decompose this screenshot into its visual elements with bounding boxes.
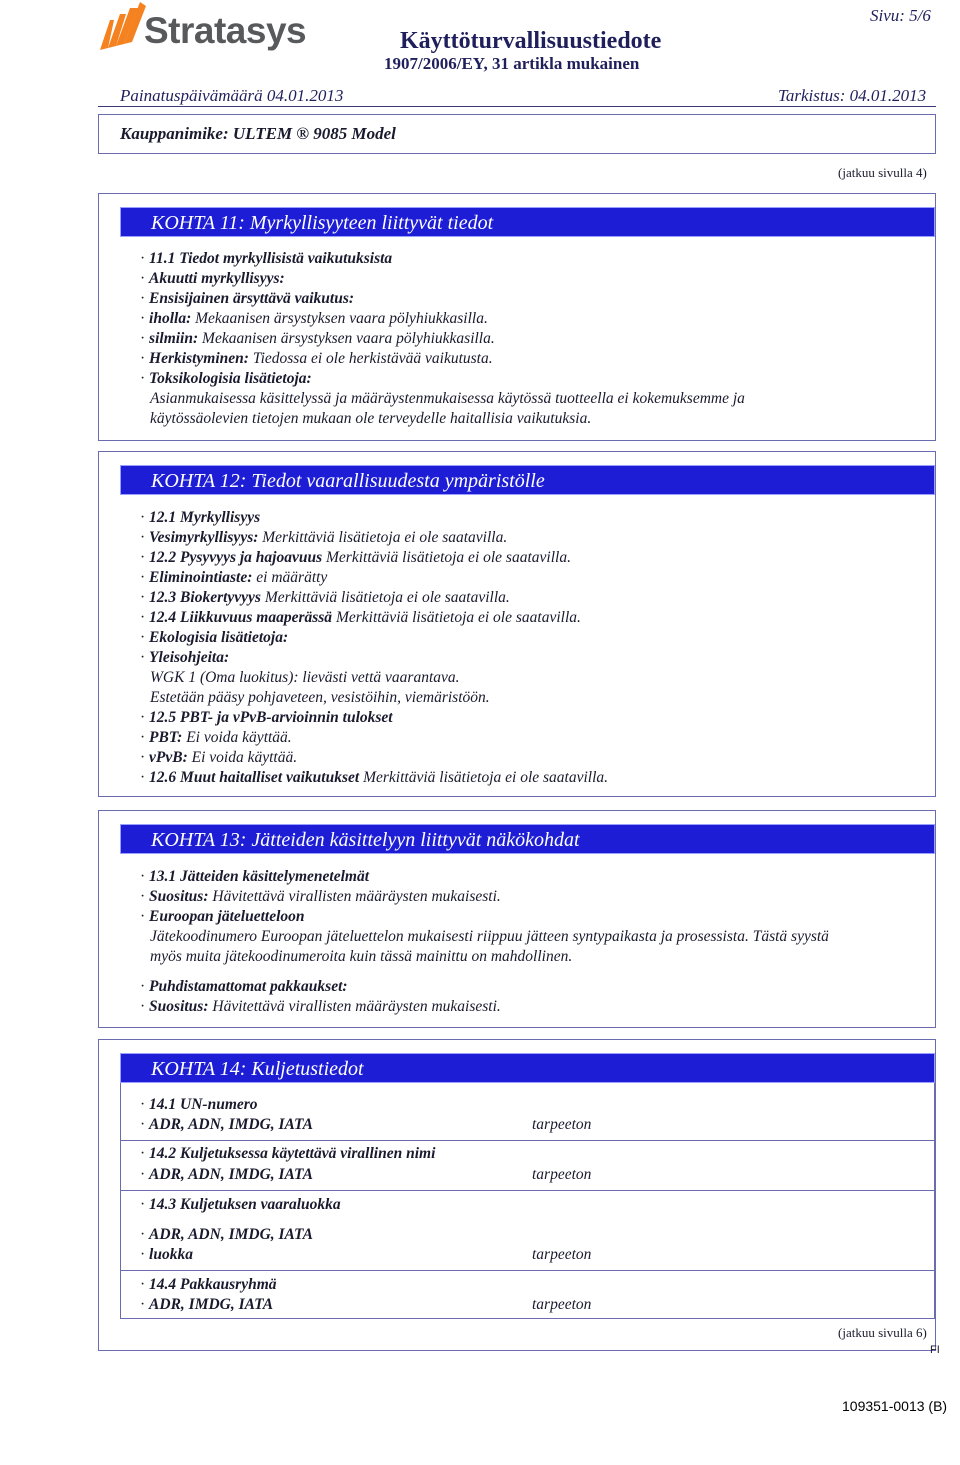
language-code: FI xyxy=(930,1344,940,1356)
s11-line: · iholla: Mekaanisen ärsystyksen vaara pölyhiukkasilla. xyxy=(140,310,488,327)
logo-text: Stratasys xyxy=(144,10,307,51)
section-12-title: KOHTA 12: Tiedot vaarallisuudesta ympäristölle xyxy=(120,465,935,495)
s13-line: · Suositus: Hävitettävä virallisten määräysten mukaisesti. xyxy=(140,998,501,1015)
page-number: Sivu: 5/6 xyxy=(870,6,931,25)
s12-line: · 12.5 PBT- ja vPvB-arvioinnin tulokset xyxy=(140,709,393,726)
document-subtitle: 1907/2006/EY, 31 artikla mukainen xyxy=(384,54,640,73)
s12-line: · vPvB: Ei voida käyttää. xyxy=(140,749,298,766)
document-title: Käyttöturvallisuustiedote xyxy=(400,28,662,54)
continued-from: (jatkuu sivulla 4) xyxy=(838,165,927,180)
s13-line: · 13.1 Jätteiden käsittelymenetelmät xyxy=(140,868,370,885)
print-date: Painatuspäivämäärä 04.01.2013 xyxy=(120,86,344,105)
s12-line: · 12.3 Biokertyvyys Merkittäviä lisätietoja ei ole saatavilla. xyxy=(140,589,510,606)
s14-value: tarpeeton xyxy=(532,1166,592,1183)
s14-line: · luokka xyxy=(140,1246,193,1263)
s13-line: · Puhdistamattomat pakkaukset: xyxy=(140,978,348,995)
s11-line: · Ensisijainen ärsyttävä vaikutus: xyxy=(140,290,355,307)
section-11-title: KOHTA 11: Myrkyllisyyteen liittyvät tiedot xyxy=(120,207,935,237)
s12-line: · Yleisohjeita: xyxy=(140,649,230,666)
revision-date: Tarkistus: 04.01.2013 xyxy=(778,86,927,105)
s12-line: · 12.2 Pysyvyys ja hajoavuus Merkittäviä lisätietoja ei ole saatavilla. xyxy=(140,549,571,566)
s12-line: Estetään pääsy pohjaveteen, vesistöihin, viemäristöön. xyxy=(150,689,490,706)
s14-line: · 14.3 Kuljetuksen vaaraluokka xyxy=(140,1196,341,1213)
s13-line: Jätekoodinumero Euroopan jäteluettelon mukaisesti riippuu jätteen syntypaikasta ja prosessista. Tästä syystä xyxy=(150,928,829,945)
s12-line: · 12.6 Muut haitalliset vaikutukset Merkittäviä lisätietoja ei ole saatavilla. xyxy=(140,769,609,786)
s11-line: · 11.1 Tiedot myrkyllisistä vaikutuksista xyxy=(140,250,393,267)
section-14-title: KOHTA 14: Kuljetustiedot xyxy=(120,1053,935,1083)
section-13-title: KOHTA 13: Jätteiden käsittelyyn liittyvät näkökohdat xyxy=(120,824,935,854)
s14-line: · 14.2 Kuljetuksessa käytettävä virallinen nimi xyxy=(140,1145,436,1162)
continued-to: (jatkuu sivulla 6) xyxy=(838,1325,927,1340)
s12-line: · 12.1 Myrkyllisyys xyxy=(140,509,261,526)
s14-line: · 14.4 Pakkausryhmä xyxy=(140,1276,277,1293)
s11-line: · Akuutti myrkyllisyys: xyxy=(140,270,285,287)
s14-line: · ADR, ADN, IMDG, IATA xyxy=(140,1166,313,1183)
s12-line: WGK 1 (Oma luokitus): lievästi vettä vaarantava. xyxy=(150,669,460,686)
s11-line: Asianmukaisessa käsittelyssä ja määräystenmukaisessa käytössä tuotteella ei kokemuksemme ja xyxy=(150,390,745,407)
s13-line: · Euroopan jäteluetteloon xyxy=(140,908,305,925)
s14-line: · ADR, IMDG, IATA xyxy=(140,1296,274,1313)
s14-line: · ADR, ADN, IMDG, IATA xyxy=(140,1116,313,1133)
s11-line: · Toksikologisia lisätietoja: xyxy=(140,370,312,387)
s12-line: · 12.4 Liikkuvuus maaperässä Merkittäviä lisätietoja ei ole saatavilla. xyxy=(140,609,581,626)
trade-name: Kauppanimike: ULTEM ® 9085 Model xyxy=(120,124,396,143)
s11-line: · Herkistyminen: Tiedossa ei ole herkistävää vaikutusta. xyxy=(140,350,493,367)
s14-value: tarpeeton xyxy=(532,1116,592,1133)
s13-line: · Suositus: Hävitettävä virallisten määräysten mukaisesti. xyxy=(140,888,501,905)
s12-line: · PBT: Ei voida käyttää. xyxy=(140,729,292,746)
header-divider xyxy=(98,106,936,107)
s13-line: myös muita jätekoodinumeroita kuin tässä mainittu on mahdollinen. xyxy=(150,948,573,965)
logo-rays-icon xyxy=(98,0,148,56)
s14-line: · 14.1 UN-numero xyxy=(140,1096,258,1113)
s11-line: käytössäolevien tietojen mukaan ole terveydelle haitallisia vaikutuksia. xyxy=(150,410,592,427)
s14-value: tarpeeton xyxy=(532,1246,592,1263)
s14-line: · ADR, ADN, IMDG, IATA xyxy=(140,1226,313,1243)
s12-line: · Vesimyrkyllisyys: Merkittäviä lisätietoja ei ole saatavilla. xyxy=(140,529,508,546)
s12-line: · Eliminointiaste: ei määrätty xyxy=(140,569,328,586)
s14-value: tarpeeton xyxy=(532,1296,592,1313)
s12-line: · Ekologisia lisätietoja: xyxy=(140,629,289,646)
s11-line: · silmiin: Mekaanisen ärsystyksen vaara pölyhiukkasilla. xyxy=(140,330,495,347)
document-code: 109351-0013 (B) xyxy=(842,1398,948,1414)
